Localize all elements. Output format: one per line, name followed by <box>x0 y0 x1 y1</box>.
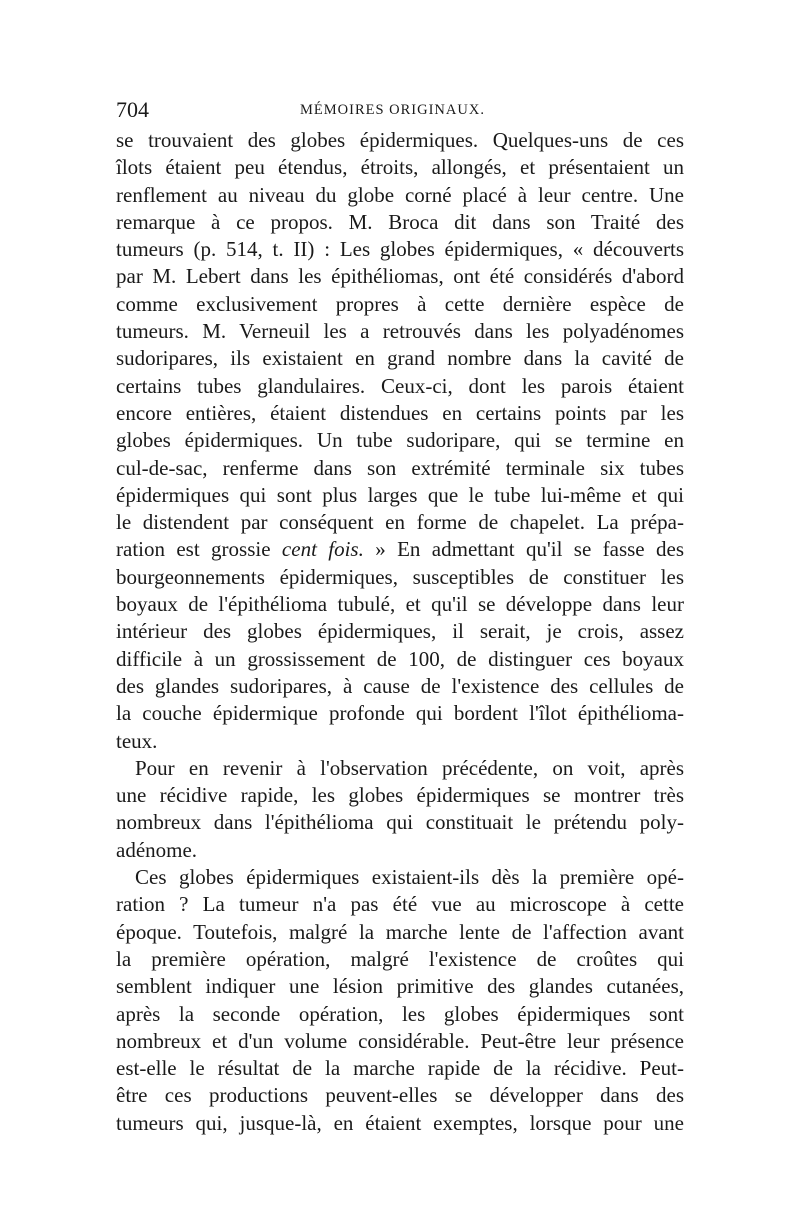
text-line: le distendent par conséquent en forme de chapelet. La prépa- <box>116 510 684 535</box>
text-line <box>116 536 684 563</box>
text-line: épidermiques qui sont plus larges que le tube lui-même et qui <box>116 482 684 507</box>
text-line: certains tubes glandulaires. Ceux-ci, dont les parois étaient <box>116 373 684 398</box>
text-line: tumeurs qui, jusque-là, en étaient exemptes, lorsque pour une <box>116 1110 684 1135</box>
text-line: tumeurs (p. 514, t. II) : Les globes épidermiques, « découverts <box>116 237 684 262</box>
text-run: » En admettant qu'il se fasse des <box>363 537 684 562</box>
text-line: îlots étaient peu étendus, étroits, allongés, et présentaient un <box>116 155 684 180</box>
text-line: la couche épidermique profonde qui bordent l'îlot épithélioma- <box>116 701 684 726</box>
text-line: se trouvaient des globes épidermiques. Quelques-uns de ces <box>116 128 684 152</box>
text-line: difficile à un grossissement de 100, de distinguer ces boyaux <box>116 646 684 671</box>
text-line: Pour en revenir à l'observation précédente, on voit, après <box>135 755 684 780</box>
text-line: bourgeonnements épidermiques, susceptibles de constituer les <box>116 564 684 589</box>
text-line: tumeurs. M. Verneuil les a retrouvés dans les polyadénomes <box>116 319 684 344</box>
text-line: Ces globes épidermiques existaient-ils dès la première opé- <box>135 865 684 890</box>
text-line: boyaux de l'épithélioma tubulé, et qu'il se développe dans leur <box>116 592 684 617</box>
text-line: après la seconde opération, les globes épidermiques sont <box>116 1001 684 1026</box>
running-title: MÉMOIRES ORIGINAUX. <box>300 102 485 118</box>
text-line: être ces productions peuvent-elles se développer dans des <box>116 1083 684 1108</box>
text-line: la première opération, malgré l'existence de croûtes qui <box>116 946 684 971</box>
text-line: est-elle le résultat de la marche rapide de la récidive. Peut- <box>116 1056 684 1081</box>
text-line: globes épidermiques. Un tube sudoripare, qui se termine en <box>116 428 684 453</box>
text-line: renflement au niveau du globe corné placé à leur centre. Une <box>116 182 684 207</box>
text-line: teux. <box>116 728 158 753</box>
text-line: adénome. <box>116 837 198 862</box>
text-line: intérieur des globes épidermiques, il serait, je crois, assez <box>116 619 684 644</box>
text-line: encore entières, étaient distendues en certains points par les <box>116 400 684 425</box>
text-line: époque. Toutefois, malgré la marche lente de l'affection avant <box>116 919 684 944</box>
body-text <box>116 127 684 1137</box>
text-line: comme exclusivement propres à cette dernière espèce de <box>116 291 684 316</box>
italic-text: cent fois. <box>281 537 364 562</box>
running-head <box>116 95 688 125</box>
text-line: remarque à ce propos. M. Broca dit dans son Traité des <box>116 209 684 234</box>
text-line: par M. Lebert dans les épithéliomas, ont été considérés d'abord <box>116 264 684 289</box>
text-line: ration ? La tumeur n'a pas été vue au microscope à cette <box>116 892 684 917</box>
text-line: des glandes sudoripares, à cause de l'existence des cellules de <box>116 673 684 698</box>
text-line: sudoripares, ils existaient en grand nombre dans la cavité de <box>116 346 684 371</box>
text-line: une récidive rapide, les globes épidermiques se montrer très <box>116 783 684 808</box>
text-line: nombreux et d'un volume considérable. Peut-être leur présence <box>116 1028 684 1053</box>
page-number: 704 <box>116 97 149 122</box>
text-line: cul-de-sac, renferme dans son extrémité terminale six tubes <box>116 455 684 480</box>
text-line: nombreux dans l'épithélioma qui constituait le prétendu poly- <box>116 810 684 835</box>
text-line: semblent indiquer une lésion primitive des glandes cutanées, <box>116 974 684 999</box>
text-run: ration est grossie <box>116 537 282 562</box>
